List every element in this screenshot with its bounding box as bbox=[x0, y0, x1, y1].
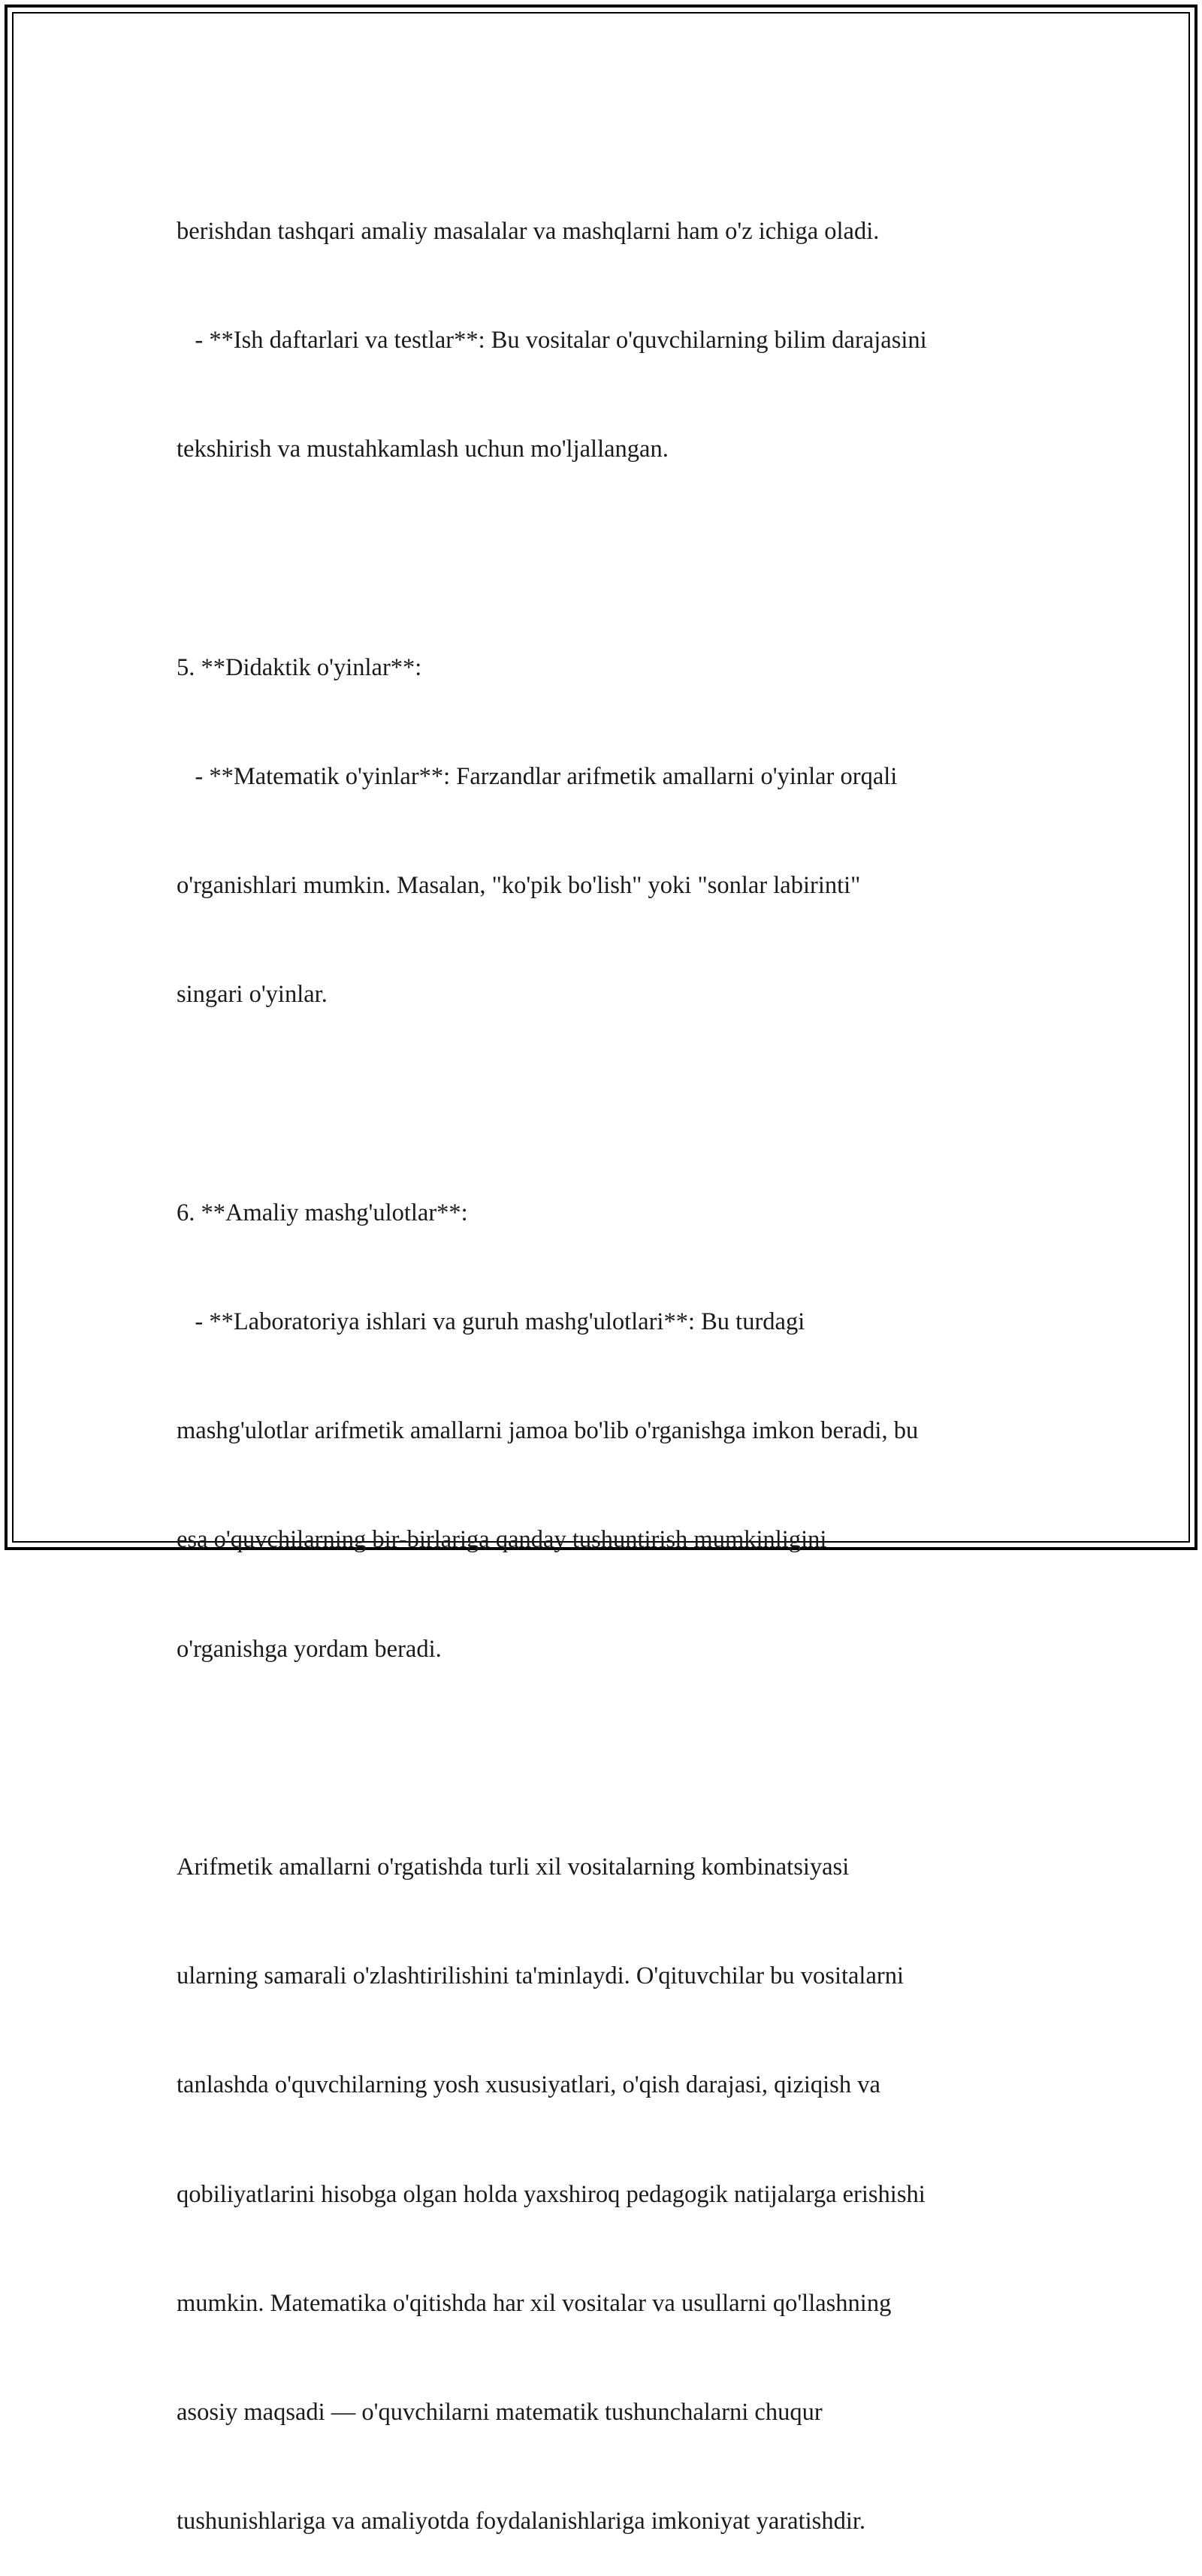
blank-line bbox=[177, 1086, 1025, 1122]
text-line: Arifmetik amallarni o'rgatishda turli xil vositalarning kombinatsiyasi bbox=[177, 1854, 850, 1881]
text-line: - **Laboratoriya ishlari va guruh mashg'ulotlari**: Bu turdagi bbox=[177, 1308, 805, 1335]
text-line: - **Matematik o'yinlar**: Farzandlar arifmetik amallarni o'yinlar orqali bbox=[177, 762, 898, 790]
text-line: ularning samarali o'zlashtirilishini ta'minlaydi. O'qituvchilar bu vositalarni bbox=[177, 1962, 904, 1990]
section-heading: 6. **Amaliy mashg'ulotlar**: bbox=[177, 1199, 468, 1226]
text-line: qobiliyatlarini hisobga olgan holda yaxshiroq pedagogik natijalarga erishishi bbox=[177, 2180, 926, 2208]
text-line: tekshirish va mustahkamlash uchun mo'ljallangan. bbox=[177, 436, 669, 463]
text-line: o'rganishga yordam beradi. bbox=[177, 1635, 442, 1663]
blank-line bbox=[177, 540, 1025, 576]
blank-line bbox=[177, 1740, 1025, 1776]
text-line: mashg'ulotlar arifmetik amallarni jamoa bo'lib o'rganishga imkon beradi, bu bbox=[177, 1417, 919, 1445]
text-line: asosiy maqsadi — o'quvchilarni matematik tushunchalarni chuqur bbox=[177, 2399, 823, 2427]
text-line: tushunishlariga va amaliyotda foydalanishlariga imkoniyat yaratishdir. bbox=[177, 2508, 865, 2535]
text-line: - **Ish daftarlari va testlar**: Bu vositalar o'quvchilarning bilim darajasini bbox=[177, 327, 927, 354]
document-text bbox=[177, 140, 1025, 2576]
text-line: mumkin. Matematika o'qitishda har xil vositalar va usullarni qo'llashning bbox=[177, 2289, 892, 2317]
text-line: tanlashda o'quvchilarning yosh xususiyatlari, o'qish darajasi, qiziqish va bbox=[177, 2071, 880, 2099]
section-heading: 5. **Didaktik o'yinlar**: bbox=[177, 653, 422, 681]
text-line: o'rganishlari mumkin. Masalan, "ko'pik bo'lish" yoki "sonlar labirinti" bbox=[177, 872, 861, 900]
text-line: berishdan tashqari amaliy masalalar va mashqlarni ham o'z ichiga oladi. bbox=[177, 217, 880, 245]
text-line: singari o'yinlar. bbox=[177, 981, 328, 1009]
text-line: esa o'quvchilarning bir-birlariga qanday tushuntirish mumkinligini bbox=[177, 1526, 827, 1554]
